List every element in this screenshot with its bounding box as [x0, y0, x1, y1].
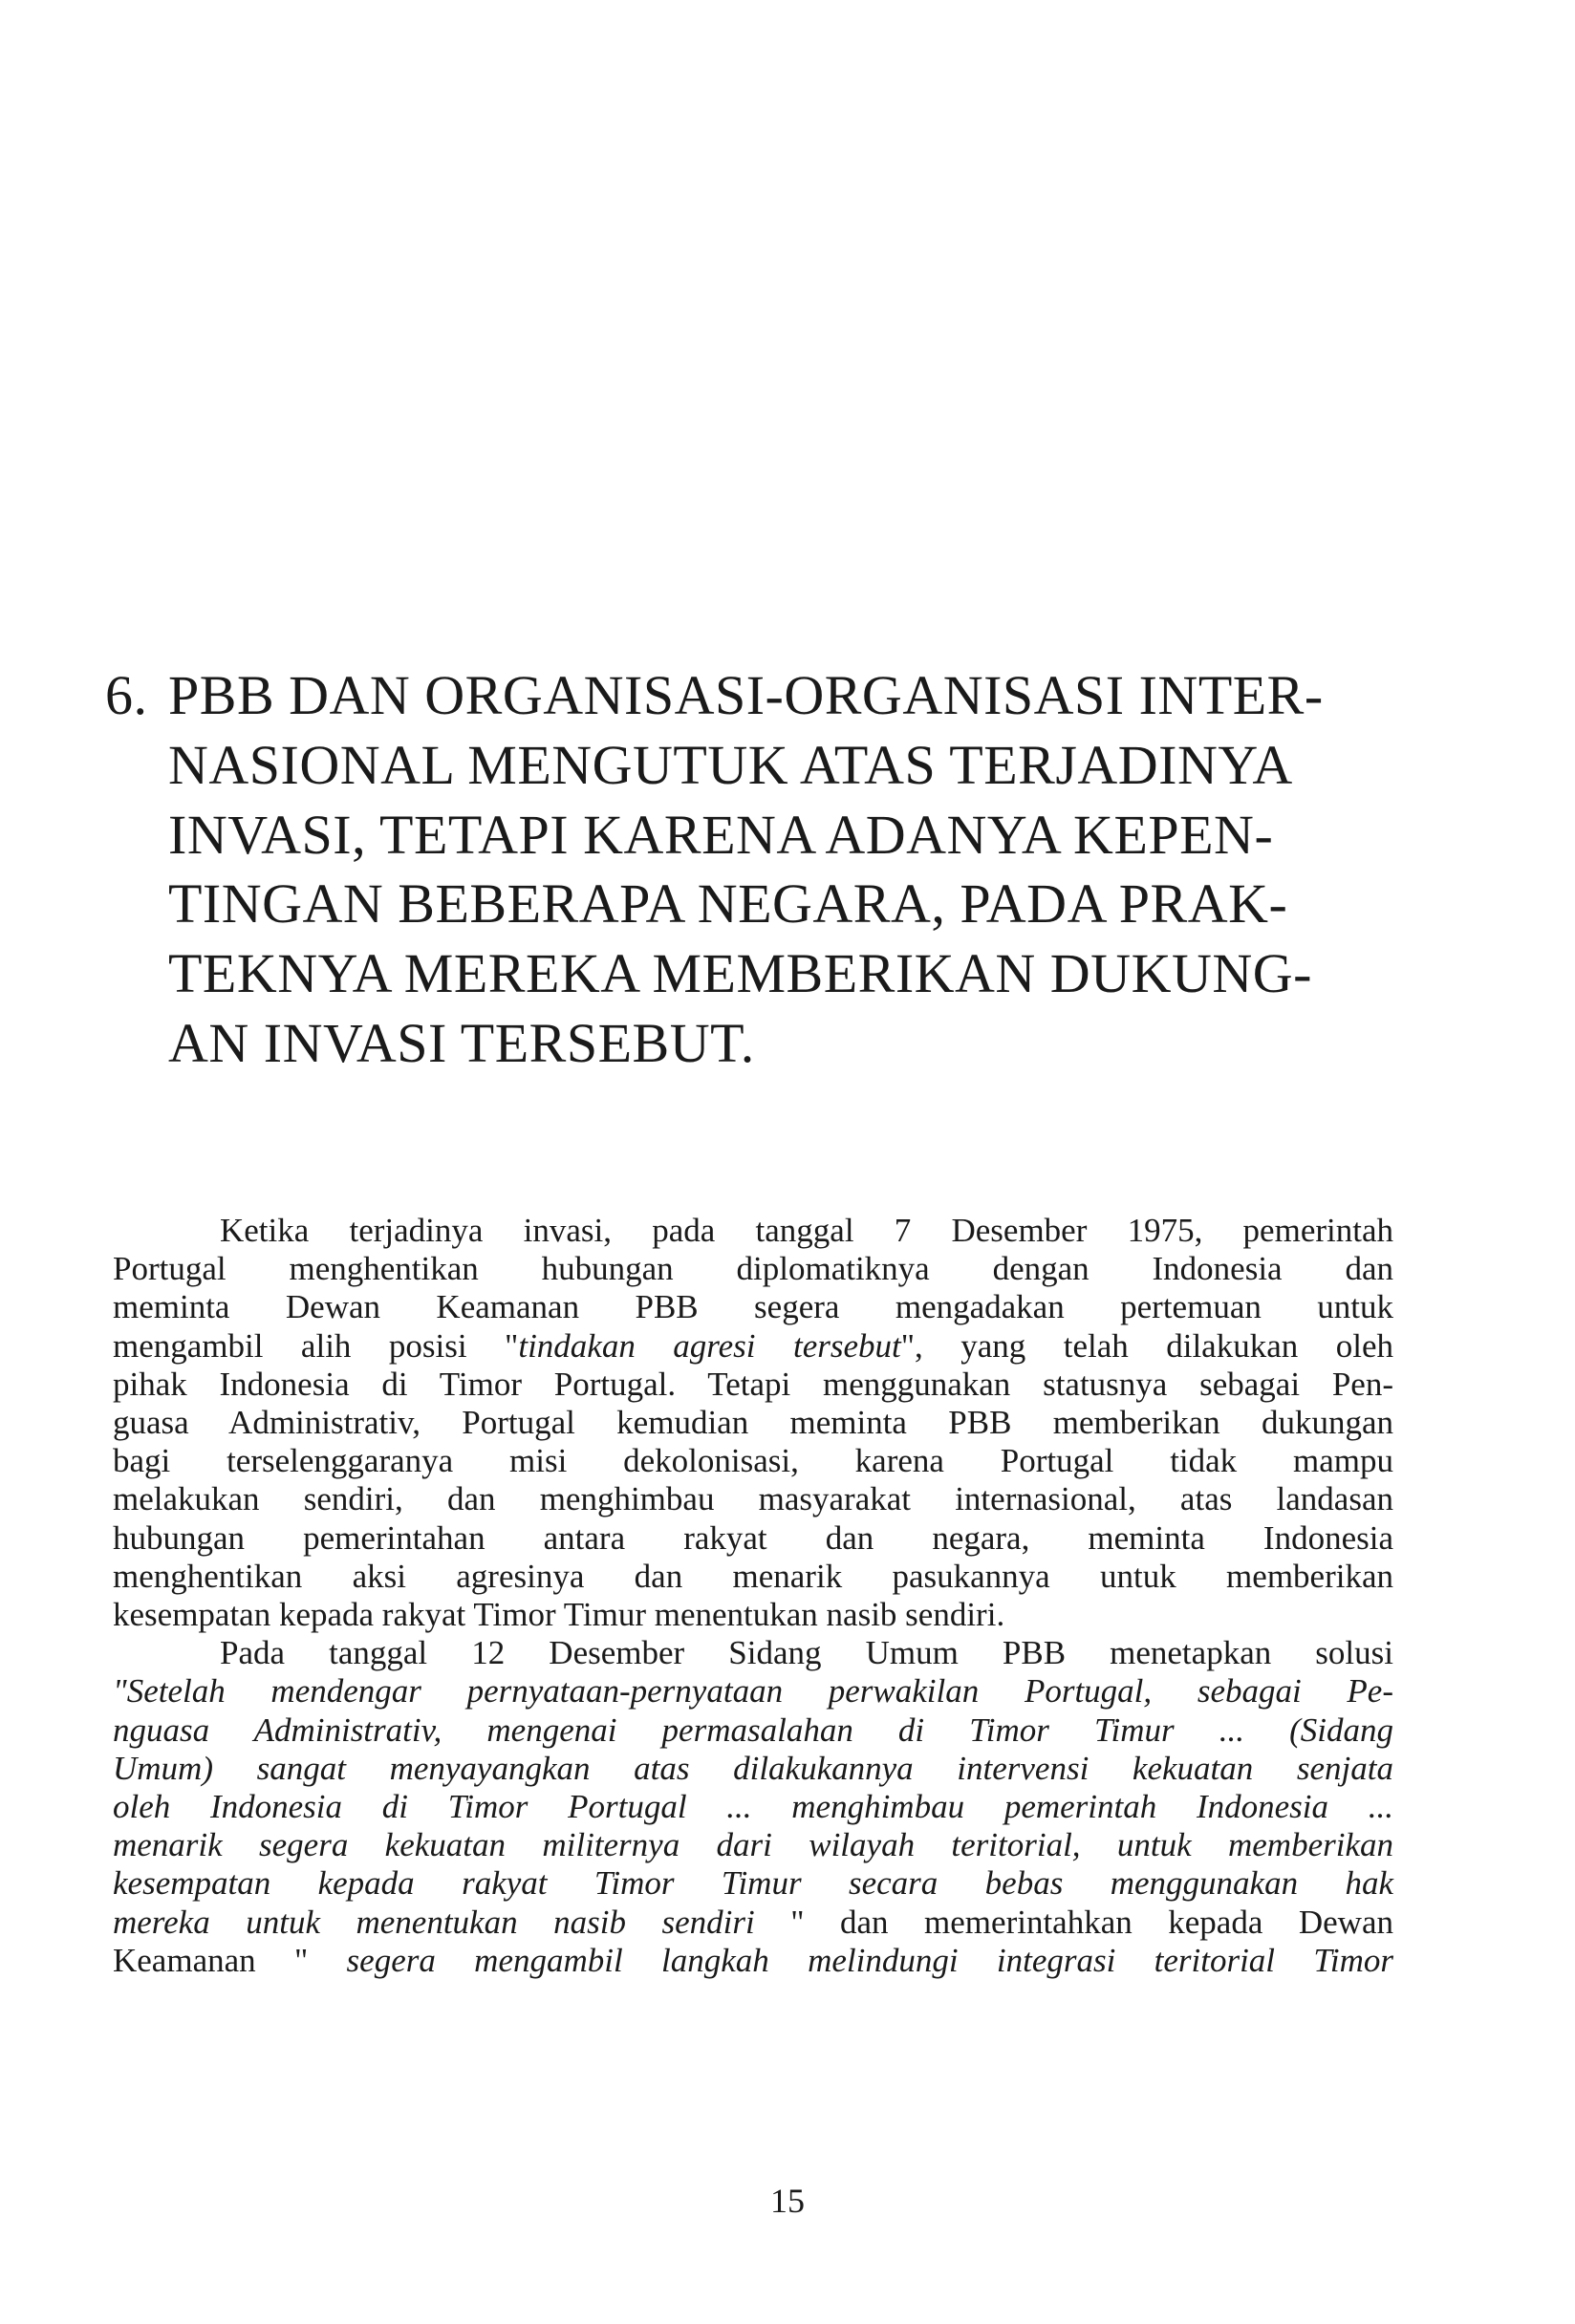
heading-line: TEKNYA MEREKA MEMBERIKAN DUKUNG- [168, 942, 1312, 1005]
paragraph-line: Umum) sangat menyayangkan atas dilakukannya intervensi kekuatan senjata [113, 1749, 1393, 1787]
heading-line: NASIONAL MENGUTUK ATAS TERJADINYA [168, 733, 1293, 796]
heading-line: TINGAN BEBERAPA NEGARA, PADA PRAK- [168, 872, 1288, 936]
paragraph-line: nguasa Administrativ, mengenai permasalahan di Timor Timur ... (Sidang [113, 1711, 1393, 1749]
paragraph-line: kesempatan kepada rakyat Timor Timur secara bebas menggunakan hak [113, 1864, 1393, 1903]
paragraph-line: guasa Administrativ, Portugal kemudian meminta PBB memberikan dukungan [113, 1404, 1393, 1442]
paragraph-line: Portugal menghentikan hubungan diplomatiknya dengan Indonesia dan [113, 1250, 1393, 1288]
italic-quote: tindakan agresi tersebut [518, 1326, 901, 1365]
paragraph-line: meminta Dewan Keamanan PBB segera mengadakan pertemuan untuk [113, 1288, 1393, 1326]
paragraph-line: mereka untuk menentukan nasib sendiri " dan memerintahkan kepada Dewan [113, 1903, 1393, 1941]
paragraph-line: kesempatan kepada rakyat Timor Timur menentukan nasib sendiri. [113, 1596, 1005, 1634]
section-heading [105, 661, 1443, 1079]
paragraph-line: bagi terselenggaranya misi dekolonisasi, karena Portugal tidak mampu [113, 1442, 1393, 1480]
paragraph-line: Pada tanggal 12 Desember Sidang Umum PBB menetapkan solusi [220, 1634, 1393, 1672]
paragraph-line: melakukan sendiri, dan menghimbau masyarakat internasional, atas landasan [113, 1480, 1393, 1518]
page-number: 15 [770, 2182, 805, 2220]
paragraph-line: Keamanan " segera mengambil langkah melindungi integrasi teritorial Timor [113, 1941, 1393, 1979]
paragraph-line: hubungan pemerintahan antara rakyat dan negara, meminta Indonesia [113, 1518, 1393, 1557]
paragraph-line: Ketika terjadinya invasi, pada tanggal 7 Desember 1975, pemerintah [220, 1212, 1393, 1249]
paragraph-line: menghentikan aksi agresinya dan menarik pasukannya untuk memberikan [113, 1557, 1393, 1595]
paragraph-line: menarik segera kekuatan militernya dari wilayah teritorial, untuk memberikan [113, 1826, 1393, 1864]
paragraph-line: mengambil alih posisi "tindakan agresi tersebut", yang telah dilakukan oleh [113, 1326, 1393, 1365]
paragraph-line: "Setelah mendengar pernyataan-pernyataan perwakilan Portugal, sebagai Pe- [113, 1672, 1393, 1711]
paragraph-line: oleh Indonesia di Timor Portugal ... menghimbau pemerintah Indonesia ... [113, 1788, 1393, 1826]
paragraph-line: pihak Indonesia di Timor Portugal. Tetapi menggunakan statusnya sebagai Pen- [113, 1365, 1393, 1403]
heading-line: 6. PBB DAN ORGANISASI-ORGANISASI INTER- [105, 661, 1443, 731]
heading-line: INVASI, TETAPI KARENA ADANYA KEPEN- [168, 803, 1274, 866]
heading-line: AN INVASI TERSEBUT. [168, 1011, 755, 1074]
heading-number: 6. [105, 664, 148, 726]
body-text [113, 1212, 1393, 1980]
